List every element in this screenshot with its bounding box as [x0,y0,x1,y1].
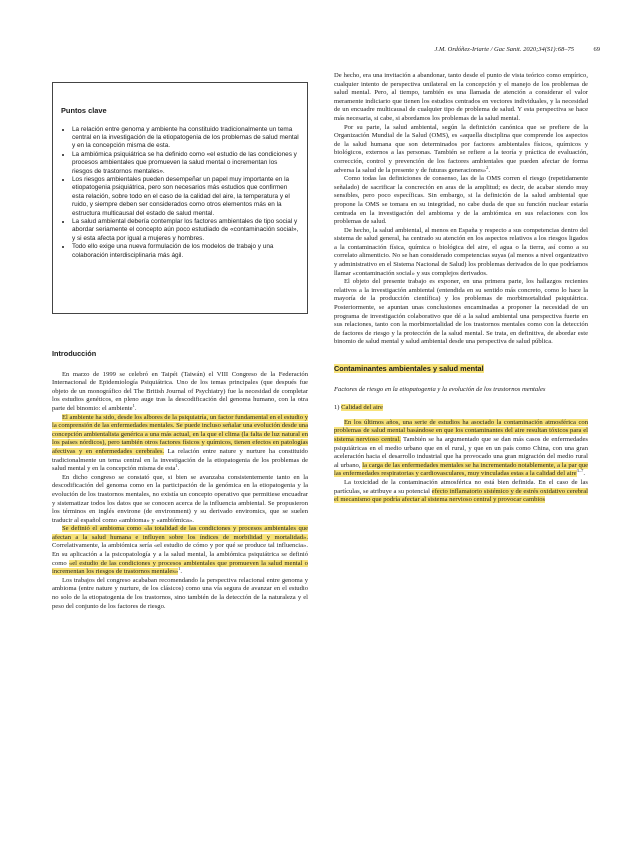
reference[interactable]: 1 [178,566,181,572]
left-column [52,72,308,611]
body-paragraph: Como todas las definiciones de consenso, las de la OMS corren el riesgo (repetidamente señalado) de sacrificar la concreción en aras de la amplitud; es decir, de acabar siendo muy sensibles, pero poco específicas. Sin embargo, si la definición de la salud ambiental que propone la OMS se tomara en su integridad, no cabe duda de que su función nuclear estaría centrada en la investigación del ambioma y de la ambiómica en sus relaciones con los problemas de salud. [334,175,588,226]
intro-paragraph: Se definió el ambioma como «la totalidad de las condiciones y procesos ambientales que afectan a la salud humana e influyen sobre los índices de morbilidad y mortalidad». Correlativamente, la ambiómica sería «el estudio de cómo y por qué se produce tal influencia». En su aplicación a la psicopatología y a la salud mental, la ambiómica psiquiátrica se definió como «el estudio de las condiciones y procesos ambientales que promueven la salud mental o incrementan los riesgos de trastornos mentales»$^1$. [52,525,308,576]
right-column [334,72,588,505]
body-paragraph: En los últimos años, una serie de estudios ha asociado la contaminación atmosférica con problemas de salud mental basándose en que los contaminantes del aire resultan tóxicos para el sistema nervioso central. También se ha argumentado que se dan más casos de enfermedades psiquiátricas en el medio urbano que en el rural, y que en un país como China, con una gran aceleración hacia el desarrollo industrial que ha provocado una gran migración del medio rural al urbano, la carga de las enfermedades mentales se ha incrementado notablemente, a la par que las enfermedades respiratorias y cardiovasculares, muy vinculadas estas a la calidad del aire$^{3-7}$. [334,418,589,478]
section-heading: Contaminantes ambientales y salud mental [334,364,484,373]
key-points-title: Puntos clave [61,106,107,115]
intro-paragraph: En dicho congreso se constató que, si bien se avanzaba consistentemente tanto en la descodificación del genoma como en la participación de la genómica en la etiopatogenia y la evolución de los trastornos mentales, no existía un concepto operativo que permitiese encuadrar y sistematizar todos los datos que se conocen acerca de la influencia ambiental. Se propusieron los términos en inglés environe (de environment) y su derivado enviromics, que se suelen traducir al español como «ambioma» y «ambiómica». [52,473,308,524]
subsection-heading: Factores de riesgo en la etiopatogenia y la evolución de los trastornos mentales [334,385,546,393]
body-paragraph: La toxicidad de la contaminación atmosférica no está bien definida. En el caso de las partículas, se atribuye a su potencial efecto inflamatorio sistémico y de estrés oxidativo cerebral el mecanismo que podría afectar al sistema nervioso central y provocar cambios [334,478,588,504]
body-paragraph: Por su parte, la salud ambiental, según la definición canónica que se prefiere de la Organización Mundial de la Salud (OMS), es «aquella disciplina que comprende los aspectos de la salud humana que son determinados por factores ambientales físicos, químicos y biológicos, externos a las personas. También se refiere a la teoría y práctica de evaluación, corrección, control y prevención de los factores ambientales que pueden afectar de forma adversa la salud de la presente y de futuras generaciones»$^2$. [334,123,588,174]
highlight: la carga de las enfermedades mentales se ha incrementado notablemente, a la par que las enfermedades respiratorias y cardiovasculares, muy vinculadas estas a la calidad del aire [334,461,589,478]
journal-citation: J.M. Ordóñez-Iriarte / Gac Sanit. 2020;34(S1):68–75 [434,46,574,53]
highlight: El ambiente ha sido, desde los albores de la psiquiatría, un factor fundamental en el estudio y la comprensión de las enfermedades mentales. Se puede incluso señalar una evolución desde una concepción ambientalista genérica a una más actual, en la que el clima (la falta de luz natural en los países nórdicos), pero también otros factores físicos y químicos, tienen efectos en patologías afectivas y en enfermedades cerebrales. [52,413,308,455]
key-points-list [61,126,299,261]
highlight: Calidad del aire [341,404,383,412]
intro-paragraph: Los trabajos del congreso acababan recomendando la perspectiva relacional entre genoma y ambioma (entre nature y nurture, de los clásicos) como una vía segura de avanzar en el estudio no solo de la etiopatogenia de los trastornos, sino también de la detección de la naturaleza y el peso del conjunto de los factores de riesgo. [52,576,308,610]
highlight: efecto inflamatorio sistémico y de estrés oxidativo cerebral el mecanismo que podría afectar al sistema nervioso central y provocar cambios [334,487,588,504]
item-heading: 1) Calidad del aire [334,404,383,412]
key-points-box [52,82,308,314]
key-point: • Los riesgos ambientales pueden desempeñar un papel muy importante en la etiopatogenia psiquiátrica, pero son necesarios más estudios que confirmen esta relación, sobre todo en el caso de la calidad del aire, la temperatura y el ruido, y siempre deben ser considerados como otros elementos más en la estructura multicausal del estado de salud mental. [72,176,299,218]
key-point: • La ambiómica psiquiátrica se ha definido como «el estudio de las condiciones y procesos ambientales que promueven la salud mental o incrementan los riesgos de trastornos mentales». [72,151,299,176]
running-header [0,46,640,58]
reference[interactable]: 1 [175,462,178,468]
reference[interactable]: 2 [486,164,489,170]
body-paragraph: De hecho, la salud ambiental, al menos en España y respecto a sus competencias dentro del sistema de salud general, ha centrado su atención en los aspectos relativos a los riesgos ligados a la contaminación física, química o biológica del aire, el agua o la tierra, así como a su correlato alimenticio. No se han considerado competencias suyas (al menos a nivel organizativo y administrativo en el Sistema Nacional de Salud) los problemas derivados de lo que podríamos llamar «contaminación social» y sus complejos derivados. [334,226,588,277]
reference[interactable]: 1 [132,402,135,408]
highlight: «el estudio de las condiciones y procesos ambientales que promueven la salud mental o incrementan los riesgos de trastornos mentales» [52,559,308,576]
body-paragraph: El objeto del presente trabajo es exponer, en una primera parte, los hallazgos recientes relativos a la investigación ambiental (entendida en su sentido más concreto, como lo hace la mayoría de la producción científica) y los problemas de morbimortalidad psiquiátrica. Posteriormente, se apuntan unas conclusiones encaminadas a proponer la necesidad de un programa de investigación colaborativo que dé a la salud ambiental una perspectiva fuerte en sus relaciones, tanto con la morbimortalidad de los trastornos mentales como con la detección de factores de riesgo y la protección de la salud mental. Se trata, en definitiva, de abordar este binomio de salud mental y salud ambiental desde una perspectiva de salud pública. [334,278,588,346]
intro-paragraph: En marzo de 1999 se celebró en Taipéi (Taiwán) el VIII Congreso de la Federación Internacional de Epidemiología Psiquiátrica. Uno de los temas principales (que después fue objeto de un monográfico del The British Journal of Psychiatry) fue la necesidad de completar los estudios genéticos, en pleno auge tras la descodificación del genoma humano, con la otra parte del binomio: el ambiente$^1$. [52,370,308,412]
body-paragraph: De hecho, era una invitación a abandonar, tanto desde el punto de vista teórico como empírico, cualquier intento de perspectiva unilateral en la concepción y el manejo de los problemas de salud mental. Pero, al tiempo, también es una llamada de atención a considerar el valor meramente indiciario que tienen los estudios centrados en vectores individuales, y la necesidad de un encuadre multicausal de cualquier tipo de problema de salud. Y esta perspectiva se hace más necesaria, si cabe, si abordamos los problemas de la salud mental. [334,72,588,122]
intro-paragraph: El ambiente ha sido, desde los albores de la psiquiatría, un factor fundamental en el estudio y la comprensión de las enfermedades mentales. Se puede incluso señalar una evolución desde una concepción ambientalista genérica a una más actual, en la que el clima (la falta de luz natural en los países nórdicos), pero también otros factores físicos y químicos, tienen efectos en patologías afectivas y en enfermedades cerebrales. La relación entre nature y nurture ha constituido tradicionalmente un tema central en la investigación de la etiopatogenia de los problemas de salud mental y en la concepción misma de esta$^1$. [52,413,308,473]
reference[interactable]: 3–7 [576,468,584,474]
highlight: Se definió el ambioma como «la totalidad de las condiciones y procesos ambientales que afectan a la salud humana e influyen sobre los índices de morbilidad y mortalidad». [52,525,308,541]
key-point: • La relación entre genoma y ambiente ha constituido tradicionalmente un tema central en la investigación de la etiopatogenia de los problemas de salud mental y en la concepción misma de esta. [72,126,299,151]
highlight: En los últimos años, una serie de estudios ha asociado la contaminación atmosférica con problemas de salud mental basándose en que los contaminantes del aire resultan tóxicos para el sistema nervioso central. [334,418,588,443]
key-point: • Todo ello exige una nueva formulación de los modelos de trabajo y una colaboración interdisciplinaria más ágil. [72,243,299,260]
page-number: 69 [593,46,600,53]
key-point: • La salud ambiental debería contemplar los factores ambientales de tipo social y abordar seriamente el concepto aún poco estudiado de «contaminación social», y si esta afecta por igual a mujeres y hombres. [72,218,299,243]
intro-heading: Introducción [52,349,97,358]
